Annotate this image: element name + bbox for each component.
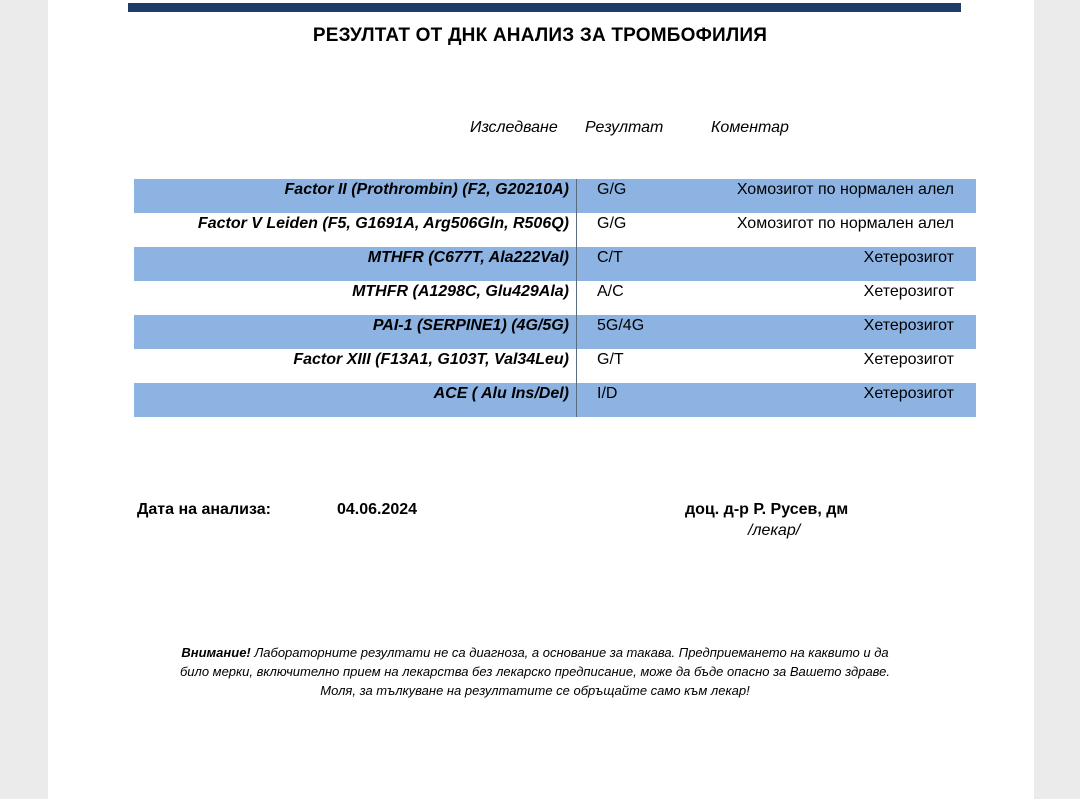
- header-bar: [128, 3, 961, 12]
- column-header-test: Изследване: [470, 119, 558, 136]
- table-row: [134, 281, 976, 315]
- column-divider: [576, 247, 577, 281]
- test-name: ACE ( Alu Ins/Del): [433, 385, 569, 402]
- column-header-comment: Коментар: [711, 119, 789, 136]
- test-result: A/C: [597, 283, 624, 300]
- column-divider: [576, 213, 577, 247]
- test-result: G/G: [597, 181, 627, 198]
- column-header-result: Резултат: [585, 119, 664, 136]
- test-name: Factor II (Prothrombin) (F2, G20210A): [284, 181, 569, 198]
- results-table: [134, 179, 976, 417]
- doctor-role: /лекар/: [748, 522, 801, 539]
- test-name: MTHFR (A1298C, Glu429Ala): [352, 283, 569, 300]
- column-divider: [576, 383, 577, 417]
- test-name: Factor V Leiden (F5, G1691A, Arg506Gln, R506Q): [197, 215, 569, 232]
- test-result: G/G: [597, 215, 627, 232]
- test-comment: Хетерозигот: [863, 283, 954, 300]
- doctor-name: доц. д-р Р. Русев, дм: [685, 501, 849, 518]
- test-comment: Хомозигот по нормален алел: [736, 181, 954, 198]
- analysis-date-label: Дата на анализа:: [137, 501, 271, 518]
- notice-line-2: било мерки, включително прием на лекарства без лекарско предписание, може да бъде опасно за Вашето здраве.: [179, 664, 891, 679]
- column-divider: [576, 315, 577, 349]
- test-comment: Хетерозигот: [863, 317, 954, 334]
- test-name: Factor XIII (F13A1, G103T, Val34Leu): [293, 351, 569, 368]
- disclaimer-notice: [130, 643, 940, 700]
- test-result: G/T: [597, 351, 624, 368]
- analysis-date-value: 04.06.2024: [337, 501, 418, 518]
- test-comment: Хетерозигот: [863, 351, 954, 368]
- notice-line-1: [130, 643, 940, 662]
- test-result: C/T: [597, 249, 623, 266]
- table-row: [134, 247, 976, 281]
- document-title: РЕЗУЛТАТ ОТ ДНК АНАЛИЗ ЗА ТРОМБОФИЛИЯ: [312, 25, 768, 46]
- notice-text-1: Лабораторните резултати не са диагноза, а основание за такава. Предприемането на каквито и да: [250, 645, 889, 660]
- column-divider: [576, 179, 577, 213]
- table-row: [134, 315, 976, 349]
- test-comment: Хетерозигот: [863, 249, 954, 266]
- test-comment: Хетерозигот: [863, 385, 954, 402]
- notice-prefix: Внимание!: [181, 645, 251, 660]
- test-name: MTHFR (C677T, Ala222Val): [367, 249, 569, 266]
- column-divider: [576, 349, 577, 383]
- test-name: PAI-1 (SERPINE1) (4G/5G): [372, 317, 569, 334]
- test-result: 5G/4G: [597, 317, 645, 334]
- test-result: I/D: [597, 385, 618, 402]
- test-comment: Хомозигот по нормален алел: [736, 215, 954, 232]
- notice-line-3: Моля, за тълкуване на резултатите се обръщайте само към лекар!: [320, 683, 750, 698]
- table-row: [134, 349, 976, 383]
- column-divider: [576, 281, 577, 315]
- table-row: [134, 213, 976, 247]
- table-row: [134, 179, 976, 213]
- table-row: [134, 383, 976, 417]
